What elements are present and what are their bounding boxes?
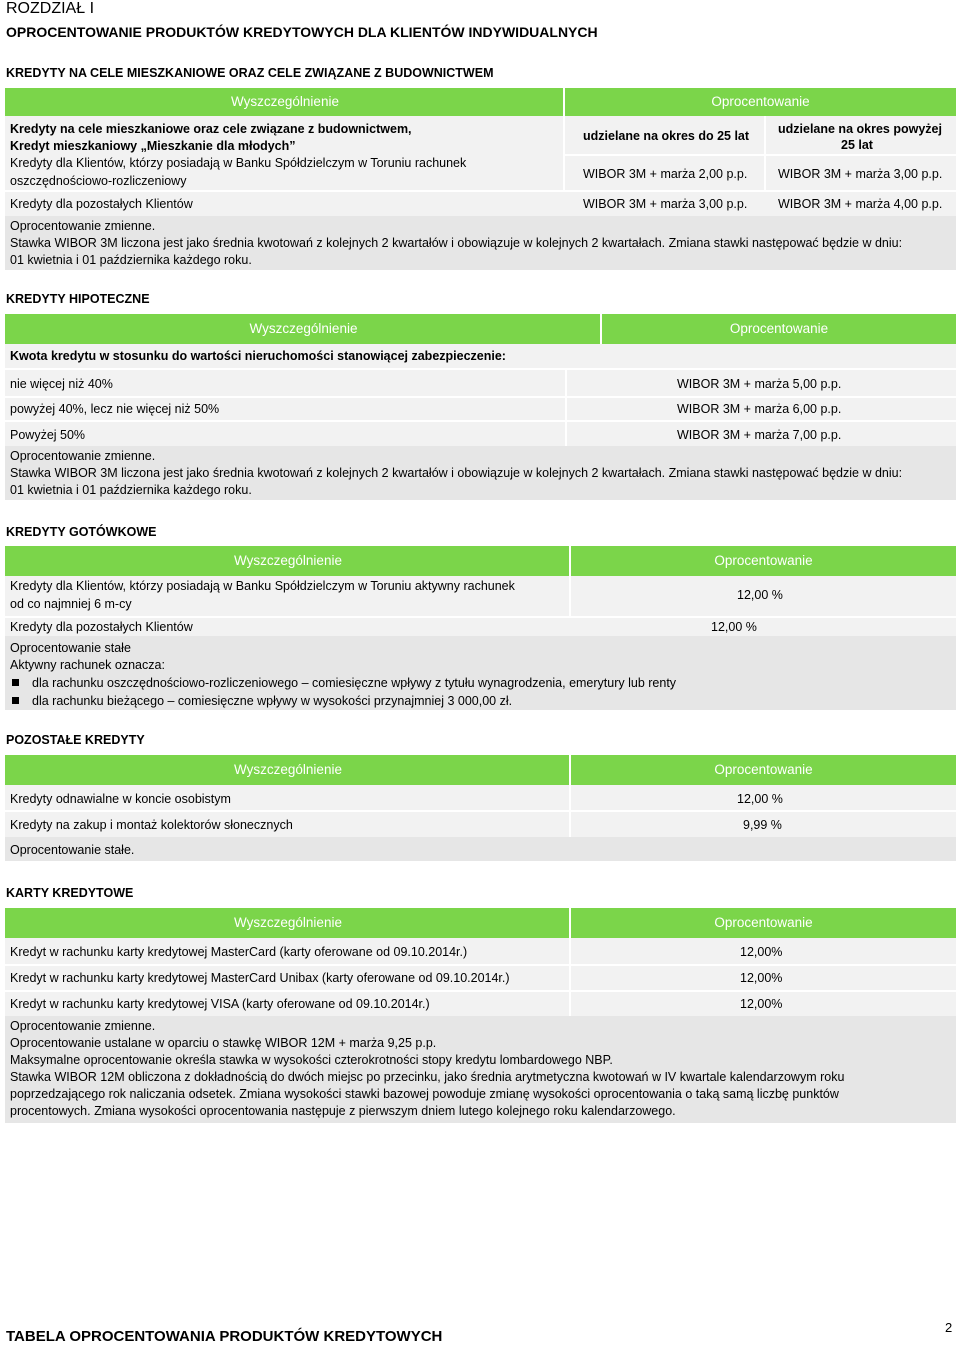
note-active-account: Aktywny rachunek oznacza: (10, 658, 165, 672)
note-fixed: Oprocentowanie stałe. (10, 843, 135, 857)
col-header-right: Oprocentowanie (729, 321, 829, 336)
notes-gotowkowe (5, 636, 956, 710)
hip-row2-value: WIBOR 3M + marża 6,00 p.p. (677, 402, 842, 416)
row3-label: Kredyty dla pozostałych Klientów (10, 197, 193, 211)
table-body-gotowkowe (5, 576, 956, 636)
got-row1-label-line1: Kredyty dla Klientów, którzy posiadają w Banku Spółdzielczym w Toruniu aktywny rachunek (10, 579, 515, 593)
col-header-left: Wyszczególnienie (234, 915, 342, 930)
note-wibor: Stawka WIBOR 3M liczona jest jako średnia kwotowań z kolejnych 2 kwartałów i obowiązuje w kolejnych 2 kwartałach. Zmiana stawki następować będzie w dniu: (10, 466, 903, 480)
table-header-pozostale (5, 755, 956, 785)
karty-note-5: poprzedzającego rok naliczania odsetek. Zmiana wysokości stawki bazowej powoduje zmianę wysokości oprocentowania o taką samą liczbę punktów (10, 1087, 839, 1101)
karty-row3-label: Kredyt w rachunku karty kredytowej VISA (karty oferowane od 09.10.2014r.) (10, 997, 430, 1011)
section-title-gotowkowe: KREDYTY GOTÓWKOWE (6, 525, 157, 539)
hip-row2-label: powyżej 40%, lecz nie więcej niż 50% (10, 402, 220, 416)
bullet-square-icon (12, 679, 19, 686)
hip-row3-value: WIBOR 3M + marża 7,00 p.p. (677, 428, 842, 442)
karty-note-4: Stawka WIBOR 12M obliczona z dokładnością do dwóch miejsc po przecinku, jako średnia arytmetyczna kwotowań w IV kwartale kalendarzowym roku (10, 1070, 845, 1084)
col-header-left: Wyszczególnienie (234, 553, 342, 568)
bullet-square-icon (12, 697, 19, 704)
note-wibor: Stawka WIBOR 3M liczona jest jako średnia kwotowań z kolejnych 2 kwartałów i obowiązuje w kolejnych 2 kwartałach. Zmiana stawki następować będzie w dniu: (10, 236, 903, 250)
got-row2-value: 12,00 % (711, 620, 757, 634)
karty-note-1: Oprocentowanie zmienne. (10, 1019, 156, 1033)
section-title-mieszkaniowe: KREDYTY NA CELE MIESZKANIOWE ORAZ CELE ZWIĄZANE Z BUDOWNICTWEM (6, 66, 494, 80)
section-title-hipoteczne: KREDYTY HIPOTECZNE (6, 292, 150, 306)
row2-label-line2: oszczędnościowo-rozliczeniowy (10, 174, 187, 188)
note-variable: Oprocentowanie zmienne. (10, 219, 156, 233)
subhead-ltv: Kwota kredytu w stosunku do wartości nieruchomości stanowiącej zabezpieczenie: (10, 349, 506, 363)
poz-row2-value: 9,99 % (743, 818, 782, 832)
poz-row1-value: 12,00 % (737, 792, 783, 806)
col-header-left: Wyszczególnienie (231, 94, 339, 109)
note-variable: Oprocentowanie zmienne. (10, 449, 156, 463)
row3-value-b: WIBOR 3M + marża 4,00 p.p. (778, 197, 943, 211)
karty-note-6: procentowych. Zmiana wysokości oprocentowania następuje z pierwszym dniem lutego kolejnego roku kalendarzowego. (10, 1104, 676, 1118)
poz-row2-label: Kredyty na zakup i montaż kolektorów słonecznych (10, 818, 293, 832)
karty-row2-value: 12,00% (740, 971, 783, 985)
row3-value-a: WIBOR 3M + marża 3,00 p.p. (583, 197, 748, 211)
subheader-over-25-line1: udzielane na okres powyżej (778, 122, 942, 136)
col-header-right: Oprocentowanie (714, 915, 813, 930)
table-body-karty (5, 938, 956, 1016)
col-header-right: Oprocentowanie (711, 94, 810, 109)
karty-row1-label: Kredyt w rachunku karty kredytowej MasterCard (karty oferowane od 09.10.2014r.) (10, 945, 468, 959)
karty-row3-value: 12,00% (740, 997, 783, 1011)
row2-label-line1: Kredyty dla Klientów, którzy posiadają w Banku Spółdzielczym w Toruniu rachunek (10, 156, 467, 170)
chapter-label: ROZDZIAŁ I (6, 0, 95, 17)
note-fixed: Oprocentowanie stałe (10, 641, 131, 655)
col-header-left: Wyszczególnienie (234, 762, 342, 777)
table-header-mieszkaniowe (5, 88, 956, 116)
poz-row1-label: Kredyty odnawialne w koncie osobistym (10, 792, 231, 806)
section-title-pozostale: POZOSTAŁE KREDYTY (6, 733, 145, 747)
table-header-gotowkowe (5, 546, 956, 576)
table-header-hipoteczne (5, 314, 956, 344)
got-row1-label-line2: od co najmniej 6 m-cy (10, 597, 132, 611)
subheader-up-to-25: udzielane na okres do 25 lat (583, 129, 750, 143)
karty-note-3: Maksymalne oprocentowanie określa stawka w wysokości czterokrotności stopy kredytu lombardowego NBP. (10, 1053, 613, 1067)
notes-hipoteczne (5, 446, 956, 500)
col-header-right: Oprocentowanie (714, 553, 813, 568)
table-body-mieszkaniowe (5, 116, 956, 216)
karty-row1-value: 12,00% (740, 945, 783, 959)
hip-row1-label: nie więcej niż 40% (10, 377, 113, 391)
table-header-karty (5, 908, 956, 938)
page-title: OPROCENTOWANIE PRODUKTÓW KREDYTOWYCH DLA KLIENTÓW INDYWIDUALNYCH (6, 24, 598, 40)
note-dates: 01 kwietnia i 01 października każdego roku. (10, 253, 252, 267)
got-row1-value: 12,00 % (737, 588, 783, 602)
row1-label-line1: Kredyty na cele mieszkaniowe oraz cele związane z budownictwem, (10, 122, 412, 136)
karty-row2-label: Kredyt w rachunku karty kredytowej MasterCard Unibax (karty oferowane od 09.10.2014r.) (10, 971, 510, 985)
subheader-over-25-line2: 25 lat (841, 138, 873, 152)
notes-mieszkaniowe (5, 216, 956, 270)
page-number: 2 (945, 1320, 953, 1335)
bullet-item-2: dla rachunku bieżącego – comiesięczne wpływy w wysokości przynajmniej 3 000,00 zł. (32, 694, 513, 708)
row1-label-line2: Kredyt mieszkaniowy „Mieszkanie dla młodych” (10, 139, 296, 153)
footer-title: TABELA OPROCENTOWANIA PRODUKTÓW KREDYTOWYCH (6, 1328, 443, 1345)
hip-row3-label: Powyżej 50% (10, 428, 86, 442)
row2-value-a: WIBOR 3M + marża 2,00 p.p. (583, 167, 748, 181)
got-row2-label: Kredyty dla pozostałych Klientów (10, 620, 193, 634)
row2-value-b: WIBOR 3M + marża 3,00 p.p. (778, 167, 943, 181)
table-body-pozostale (5, 785, 956, 837)
note-dates: 01 kwietnia i 01 października każdego roku. (10, 483, 252, 497)
bullet-item-1: dla rachunku oszczędnościowo-rozliczeniowego – comiesięczne wpływy z tytułu wynagrodzenia, emerytury lub renty (32, 676, 677, 690)
notes-pozostale (5, 837, 956, 861)
hip-row1-value: WIBOR 3M + marża 5,00 p.p. (677, 377, 842, 391)
notes-karty (5, 1016, 956, 1123)
section-title-karty: KARTY KREDYTOWE (6, 886, 134, 900)
table-body-hipoteczne (5, 344, 956, 446)
col-header-right: Oprocentowanie (714, 762, 813, 777)
karty-note-2: Oprocentowanie ustalane w oparciu o stawkę WIBOR 12M + marża 9,25 p.p. (10, 1036, 437, 1050)
col-header-left: Wyszczególnienie (249, 321, 358, 336)
